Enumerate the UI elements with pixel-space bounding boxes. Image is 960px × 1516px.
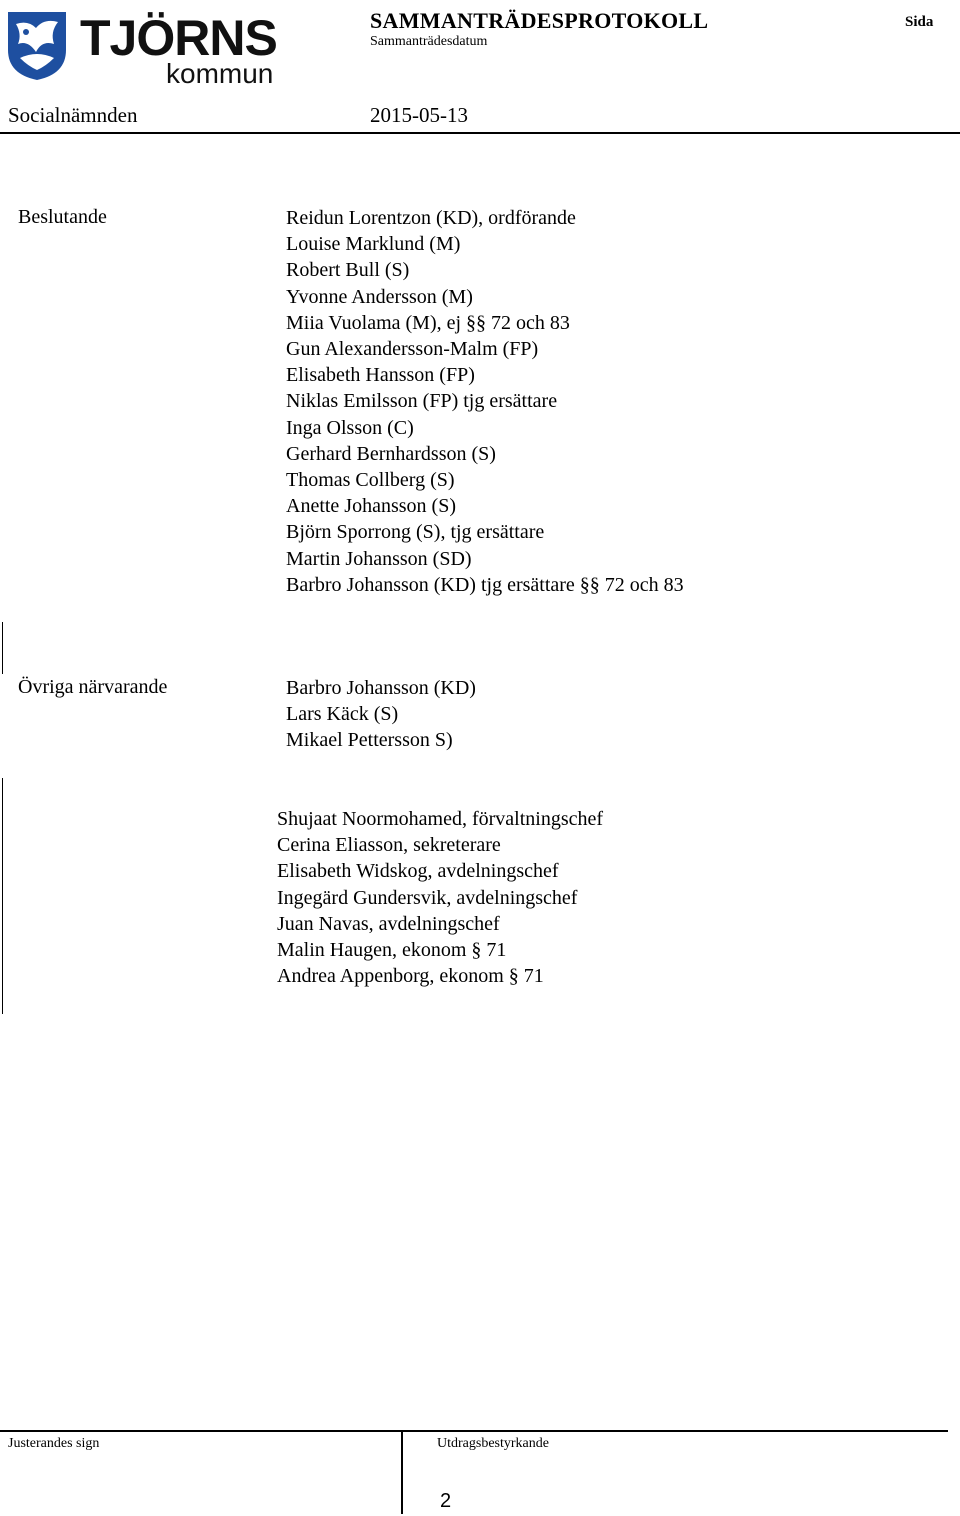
officials-list	[277, 806, 603, 989]
certified-extract-label: Utdragsbestyrkande	[437, 1436, 549, 1451]
list-item: Lars Käck (S)	[286, 703, 399, 726]
list-item: Elisabeth Widskog, avdelningschef	[277, 860, 559, 883]
list-item: Barbro Johansson (KD) tjg ersättare §§ 72 och 83	[286, 573, 684, 596]
footer-divider	[0, 1430, 948, 1432]
list-item: Mikael Pettersson S)	[286, 729, 453, 752]
list-item: Yvonne Andersson (M)	[286, 285, 473, 308]
others-present-label: Övriga närvarande	[18, 676, 168, 698]
list-item: Barbro Johansson (KD)	[286, 677, 476, 699]
list-item: Elisabeth Hansson (FP)	[286, 364, 475, 387]
committee-name: Socialnämnden	[8, 103, 138, 127]
list-item: Martin Johansson (SD)	[286, 547, 472, 570]
section-divider	[2, 622, 3, 674]
signature-label: Justerandes sign	[8, 1436, 100, 1451]
logo-wordmark: TJÖRNS	[80, 10, 277, 66]
list-item: Gerhard Bernhardsson (S)	[286, 442, 496, 465]
list-item: Cerina Eliasson, sekreterare	[277, 834, 501, 857]
header-divider	[0, 132, 960, 134]
list-item: Anette Johansson (S)	[286, 495, 456, 518]
list-item: Louise Marklund (M)	[286, 233, 461, 256]
list-item: Andrea Appenborg, ekonom § 71	[277, 965, 544, 988]
others-present-list	[286, 675, 476, 754]
list-item: Ingegärd Gundersvik, avdelningschef	[277, 886, 578, 909]
page-label: Sida	[905, 14, 934, 30]
list-item: Juan Navas, avdelningschef	[277, 912, 500, 935]
list-item: Robert Bull (S)	[286, 259, 410, 282]
list-item: Shujaat Noormohamed, förvaltningschef	[277, 808, 604, 830]
page-number: 2	[440, 1490, 452, 1512]
document-title: SAMMANTRÄDESPROTOKOLL	[370, 8, 709, 33]
list-item: Thomas Collberg (S)	[286, 469, 455, 492]
meeting-date-label: Sammanträdesdatum	[370, 34, 488, 49]
decision-makers-list	[286, 205, 684, 598]
logo-subtext: kommun	[166, 58, 274, 89]
list-item: Reidun Lorentzon (KD), ordförande	[286, 207, 576, 229]
list-item: Inga Olsson (C)	[286, 416, 414, 439]
list-item: Björn Sporrong (S), tjg ersättare	[286, 521, 545, 544]
decision-makers-label: Beslutande	[18, 206, 107, 228]
coat-of-arms-icon	[6, 10, 68, 82]
list-item: Miia Vuolama (M), ej §§ 72 och 83	[286, 311, 570, 334]
section-divider	[2, 778, 3, 1014]
footer-column-separator	[401, 1430, 403, 1514]
list-item: Gun Alexandersson-Malm (FP)	[286, 338, 539, 361]
list-item: Malin Haugen, ekonom § 71	[277, 939, 507, 962]
list-item: Niklas Emilsson (FP) tjg ersättare	[286, 390, 558, 413]
tjorn-kommun-logo	[6, 8, 277, 89]
meeting-date: 2015-05-13	[370, 103, 468, 127]
